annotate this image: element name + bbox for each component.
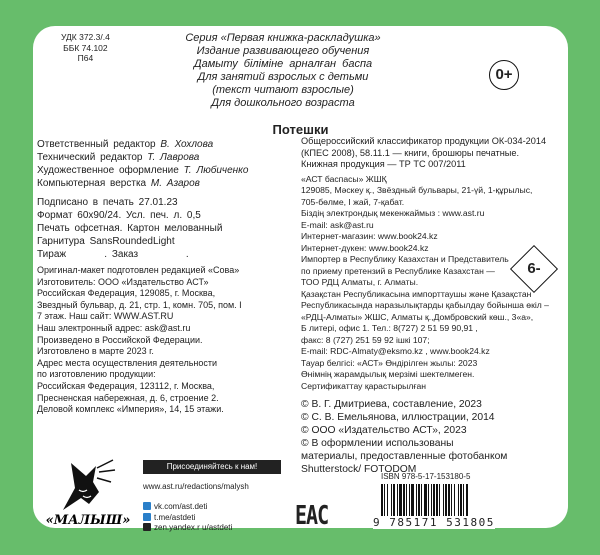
series-line: Дамыту біліміне арналған баспа — [193, 58, 373, 70]
zen-icon — [143, 523, 151, 531]
barcode-bar — [468, 484, 469, 518]
kz-info-line: Өнімнің жарамдылық мерзімі шектелмеген. — [301, 369, 475, 379]
print-info-line: Подписано в печать 27.01.23 — [37, 197, 178, 208]
copyright-line: © В оформлении использованы материалы, предоставленные фотобанком Shutterstock/ FOTODOM — [301, 438, 508, 475]
kz-info-line: E-mail: RDC-Almaty@eksmo.kz , www.book24.kz — [301, 346, 490, 356]
right-column — [301, 136, 565, 476]
zen-label: zen.yandex.r u/astdeti — [154, 523, 233, 532]
kz-info-line: 129085, Мәскеу қ., Звёздный бульвары, 21-үй, 1-құрылыс, — [301, 185, 533, 195]
publisher-info-line: Наш электронный адрес: ask@ast.ru — [37, 322, 191, 333]
series-line: Для занятий взрослых с детьми — [197, 71, 369, 83]
copyright-line: © С. В. Емельянова, иллюстрации, 2014 — [301, 412, 495, 423]
print-info-line: Печать офсетная. Картон мелованный — [37, 223, 223, 234]
credit-role: Компьютерная верстка — [37, 178, 147, 189]
kz-info-line: Тауар белгісі: «АСТ» Өндірілген жылы: 2023 — [301, 357, 478, 368]
series-line: Издание развивающего обучения — [196, 45, 370, 57]
left-column — [37, 138, 289, 416]
barcode — [381, 484, 493, 518]
kz-info-line: ТОО РДЦ Алматы, г. Алматы. — [301, 277, 419, 287]
kz-info-line: Интернет-дүкен: www.book24.kz — [301, 242, 429, 253]
classifier-line: Общероссийский классификатор продукции ОК-034-2014 — [301, 136, 547, 146]
telegram-icon — [143, 513, 151, 521]
kz-info-line: Интернет-магазин: www.book24.kz — [301, 231, 438, 241]
age-rating-kz: 6- — [527, 260, 541, 277]
credit-name: В. Хохлова — [160, 139, 214, 150]
social-links — [143, 502, 232, 534]
author-mark: П64 — [77, 53, 94, 63]
publisher-info-line: Пресненская набережная, д. 6, строение 2. — [37, 392, 219, 403]
series-line: Серия «Первая книжка-раскладушка» — [185, 32, 381, 44]
credit-line — [37, 164, 289, 177]
publisher-info-line: Произведено в Российской Федерации. — [37, 334, 203, 345]
udk-block — [61, 32, 110, 64]
kz-info-line: факс: 8 (727) 251 59 92 ішкі 107; — [301, 334, 430, 345]
telegram-label: t.me/astdeti — [154, 512, 196, 522]
site-link[interactable]: www.ast.ru/redactions/malysh — [143, 482, 249, 491]
kz-info-line: «РДЦ-Алматы» ЖШС, Алматы қ.,Домбровский көш., 3«а», — [301, 311, 534, 322]
vk-label: vk.com/ast.deti — [154, 502, 208, 511]
age-rating-badge: 0+ — [489, 60, 519, 90]
logo-text: «МАЛЫШ» — [45, 513, 131, 528]
udk: УДК 372.3/.4 — [61, 32, 110, 42]
publisher-info-line: Российская Федерация, 123112, г. Москва, — [37, 380, 215, 391]
print-info-line: Гарнитура SansRoundedLight — [37, 236, 175, 247]
telegram-link[interactable] — [143, 513, 232, 524]
credit-line — [37, 138, 289, 151]
copyright-line: © ООО «Издательство АСТ», 2023 — [301, 425, 467, 436]
kz-info-line: E-mail: ask@ast.ru — [301, 219, 374, 230]
kz-info-line: Біздің электрондық мекенжаймыз : www.ast.ru — [301, 208, 485, 218]
book-imprint-page — [33, 26, 568, 532]
publisher-info-line: Оригинал-макет подготовлен редакцией «Сова» — [37, 265, 240, 275]
classifier-line: Книжная продукция — ТР ТС 007/2011 — [301, 159, 466, 169]
bbk: ББК 74.102 — [63, 42, 108, 53]
series-line: Для дошкольного возраста — [211, 97, 355, 109]
credit-name: М. Азаров — [150, 178, 200, 189]
isbn: ISBN 978-5-17-153180-5 — [381, 472, 471, 481]
print-info-line: Тираж . Заказ . — [37, 249, 189, 260]
publisher-info-line: Звездный бульвар, д. 21, стр. 1, комн. 705, пом. I — [37, 299, 242, 310]
publisher-info-line: Адрес места осуществления деятельности — [37, 357, 218, 368]
kz-info-line: Республикасында наразылықтарды қабылдау бойынша өкіл – — [301, 300, 549, 310]
classifier-line: (КПЕС 2008), 58.11.1 — книги, брошюры печатные. — [301, 147, 520, 158]
publisher-info-line: по изготовлению продукции: — [37, 369, 156, 380]
book-title: Потешки — [272, 122, 329, 137]
publisher-info-line: Изготовлено в марте 2023 г. — [37, 346, 154, 357]
credit-line — [37, 177, 289, 190]
kz-info-line: Сертификаттау қарастырылған — [301, 380, 427, 391]
publisher-info-line: 7 этаж. Наш сайт: WWW.AST.RU — [37, 311, 174, 322]
kz-info-line: Импортер в Республику Казахстан и Представитель — [301, 254, 509, 264]
credit-role: Технический редактор — [37, 152, 143, 163]
publisher-info-line: Российская Федерация, 129085, г. Москва, — [37, 288, 216, 299]
copyright-line: © В. Г. Дмитриева, составление, 2023 — [301, 399, 482, 410]
eac-mark-icon: EAC — [295, 499, 329, 531]
credit-role: Художественное оформление — [37, 165, 179, 176]
credit-name: Т. Любиченко — [183, 165, 249, 176]
kz-info-line: «АСТ баспасы» ЖШҚ — [301, 173, 387, 184]
barcode-number: 9 785171 531805 — [373, 516, 495, 529]
credit-role: Ответственный редактор — [37, 139, 156, 150]
join-us-banner: Присоединяйтесь к нам! — [143, 460, 281, 474]
malysh-logo — [41, 458, 136, 528]
series-block — [153, 32, 413, 110]
kz-info-line: Б литері, офис 1. Тел.: 8(727) 2 51 59 90,91 , — [301, 323, 478, 333]
kz-info-line: Қазақстан Республикасына импорттаушы және Қазақстан — [301, 288, 532, 299]
print-info-line: Формат 60x90/24. Усл. печ. л. 0,5 — [37, 210, 201, 221]
zen-link[interactable] — [143, 523, 232, 534]
kz-info-line: по приему претензий в Республике Казахстан — — [301, 265, 495, 276]
publisher-info-line: Деловой комплекс «Империя», 14, 15 этажи. — [37, 404, 224, 415]
kz-info-line: 705-бөлме, I жай, 7-қабат. — [301, 196, 405, 207]
credit-name: Т. Лаврова — [147, 152, 200, 163]
credit-line — [37, 151, 289, 164]
series-line: (текст читают взрослые) — [212, 84, 354, 96]
vk-link[interactable] — [143, 502, 232, 513]
publisher-info-line: Изготовитель: ООО «Издательство АСТ» — [37, 276, 209, 287]
vk-icon — [143, 502, 151, 510]
